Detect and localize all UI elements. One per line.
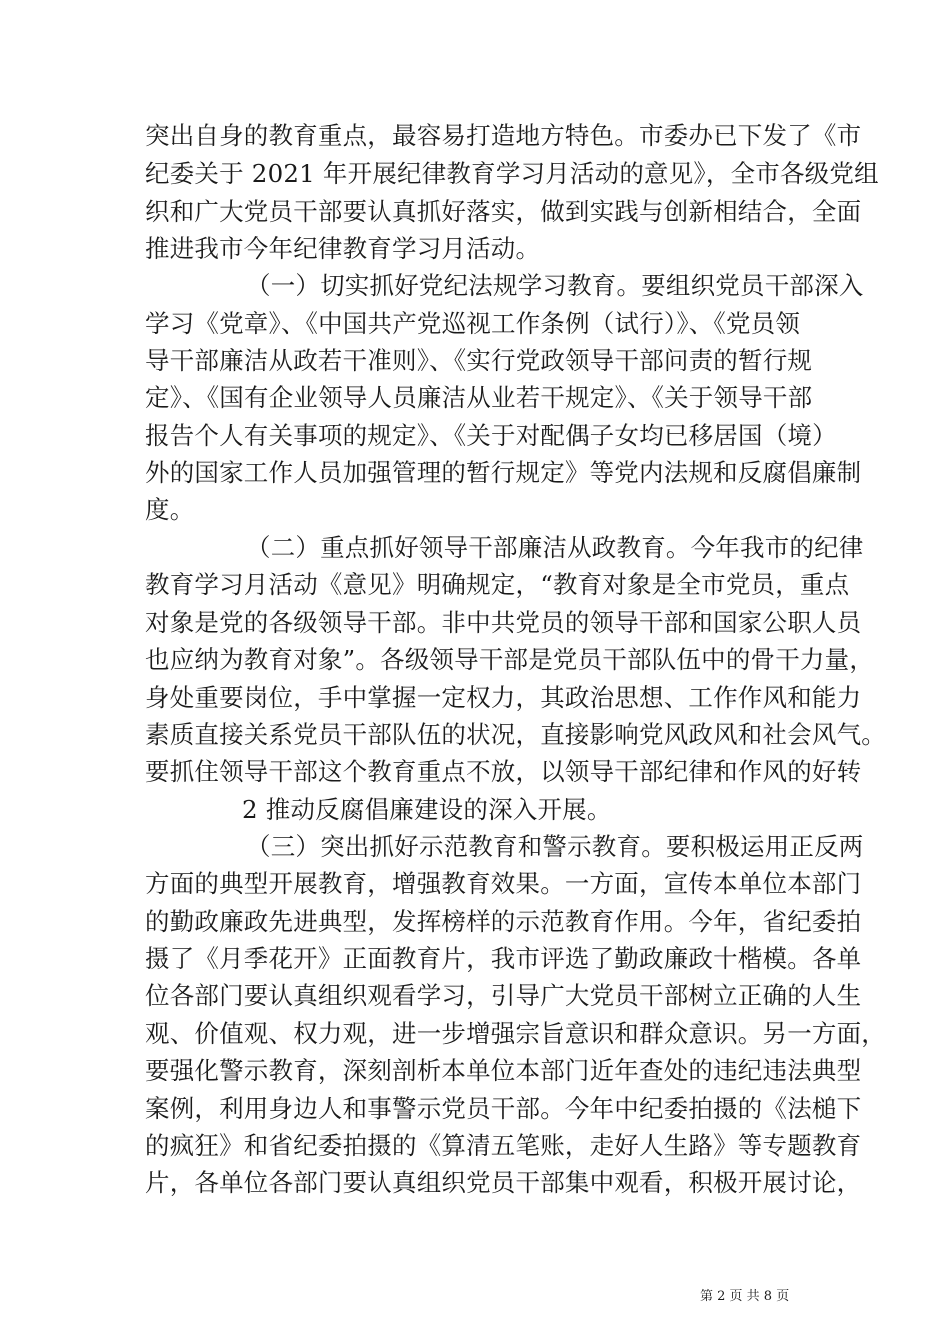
text-line: 突出自身的教育重点，最容易打造地方特色。市委办已下发了《市 (145, 121, 862, 150)
text-line: 织和广大党员干部要认真抓好落实，做到实践与创新相结合，全面 (145, 197, 862, 226)
text-line: 身处重要岗位，手中掌握一定权力，其政治思想、工作作风和能力 (145, 683, 862, 712)
text-line: 纪委关于 2021 年开展纪律教育学习月活动的意见》，全市各级党组 (145, 159, 879, 188)
text-line: 对象是党的各级领导干部。非中共党员的领导干部和国家公职人员 (145, 608, 862, 637)
text-line: 要强化警示教育，深刻剖析本单位本部门近年查处的违纪违法典型 (145, 1056, 862, 1085)
text-line: 案例，利用身边人和事警示党员干部。今年中纪委拍摄的《法槌下 (145, 1094, 862, 1123)
text-line: 报告个人有关事项的规定》、《关于对配偶子女均已移居国（境） (145, 421, 837, 450)
paragraph-heading-3: （三）突出抓好示范教育和警示教育。要积极运用正反两 (246, 832, 864, 861)
text-line: 的疯狂》和省纪委拍摄的《算清五笔账，走好人生路》等专题教育 (145, 1131, 862, 1160)
text-line: 推进我市今年纪律教育学习月活动。 (145, 234, 541, 263)
text-line: 素质直接关系党员干部队伍的状况，直接影响党风政风和社会风气。 (145, 720, 886, 749)
text-line: 位各部门要认真组织观看学习，引导广大党员干部树立正确的人生 (145, 981, 862, 1010)
text-line: 导干部廉洁从政若干准则》、《实行党政领导干部问责的暂行规 (145, 346, 813, 375)
paragraph-heading-1: （一）切实抓好党纪法规学习教育。要组织党员干部深入 (246, 271, 864, 300)
text-line: 外的国家工作人员加强管理的暂行规定》等党内法规和反腐倡廉制 (145, 458, 862, 487)
text-line: 学习《党章》、《中国共产党巡视工作条例（试行）》、《党员领 (145, 309, 801, 338)
text-line: 片，各单位各部门要认真组织党员干部集中观看，积极开展讨论， (145, 1168, 862, 1197)
text-line: 2 推动反腐倡廉建设的深入开展。 (242, 795, 612, 824)
text-line: 教育学习月活动《意见》明确规定，“教育对象是全市党员，重点 (145, 570, 850, 599)
text-line: 定》、《国有企业领导人员廉洁从业若干规定》、《关于领导干部 (145, 383, 813, 412)
text-line: 观、价值观、权力观，进一步增强宗旨意识和群众意识。另一方面， (145, 1019, 886, 1048)
text-line: 也应纳为教育对象”。各级领导干部是党员干部队伍中的骨干力量， (145, 645, 875, 674)
text-line: 的勤政廉政先进典型，发挥榜样的示范教育作用。今年，省纪委拍 (145, 907, 862, 936)
text-line: 要抓住领导干部这个教育重点不放，以领导干部纪律和作风的好转 (145, 757, 862, 786)
page-number: 第 2 页 共 8 页 (700, 1289, 790, 1304)
text-line: 度。 (145, 495, 195, 524)
paragraph-heading-2: （二）重点抓好领导干部廉洁从政教育。今年我市的纪律 (246, 533, 864, 562)
text-line: 方面的典型开展教育，增强教育效果。一方面，宣传本单位本部门 (145, 869, 862, 898)
text-line: 摄了《月季花开》正面教育片，我市评选了勤政廉政十楷模。各单 (145, 944, 862, 973)
